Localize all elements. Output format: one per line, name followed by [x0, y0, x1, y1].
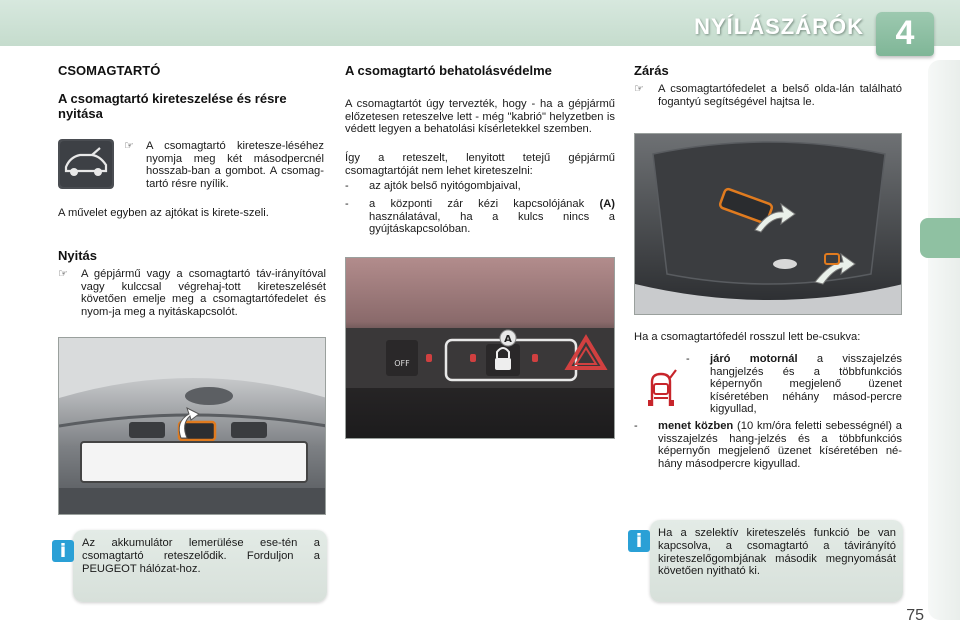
- dash-item-2: - a központi zár kézi kapcsolójának (A) használatával, ha a kulcs nincs a gyújtáskapcsolóban.: [345, 198, 615, 236]
- item-engine-running: - járó motornál a visszajelzés hangjelzés és a többfunkciós képernyőn megjelenő üzenet kíséretében néhány másod-percre kigyullad,: [686, 353, 903, 416]
- item-while-driving: - menet közben (10 km/óra feletti sebességnél) a visszajelzés hang-jelzés és a többfunkciós képernyőn megjelenő üzenet kíséretében né-hány másodpercre kigyullad.: [634, 420, 902, 470]
- page-number: 75: [906, 607, 924, 624]
- central-lock-switch-photo: [345, 257, 615, 439]
- bullet-unlock: ☞ A csomagtartó kiretesze-léséhez nyomja meg két másodpercnél hosszab-ban a gombot. A csomag-tartó résre nyílik.: [124, 140, 324, 190]
- bullet-close: ☞ A csomagtartófedelet a belső olda-lán található fogantyú segítségével hajtsa le.: [634, 83, 902, 108]
- subtitle-unlock: A csomagtartó kireteszelése és résre nyitása: [58, 91, 287, 121]
- trunk-button-icon: [58, 139, 114, 189]
- chapter-tab[interactable]: [876, 12, 934, 56]
- paragraph-locked: Így a reteszelt, lenyitott tetejű gépjármű csomagtartóját nem lehet kireteszelni:: [345, 152, 615, 177]
- trunk-exterior-photo: [58, 337, 326, 515]
- dash-item-1: - az ajtók belső nyitógombjaival,: [345, 180, 521, 192]
- paragraph-doors-unlock: A művelet egyben az ajtókat is kirete-szeli.: [58, 207, 269, 219]
- page-title: NYÍLÁSZÁRÓK: [694, 14, 864, 39]
- paragraph-protection: A csomagtartót úgy tervezték, hogy - ha a gépjármű előzetesen reteszelve lett - még "kabrió" helyzetben is védett legyen a behatolási kísérletekkel szemben.: [345, 98, 615, 136]
- button-a-label: A: [504, 334, 512, 345]
- section-title-open: Nyitás: [58, 248, 98, 263]
- section-title-close: Zárás: [634, 63, 669, 78]
- pointer-icon: ☞: [634, 83, 644, 95]
- side-chapter-tab[interactable]: [920, 218, 960, 258]
- section-title-trunk: CSOMAGTARTÓ: [58, 63, 161, 78]
- bullet-open: ☞ A gépjármű vagy a csomagtartó táv-irányítóval vagy kulccsal végrehaj-tott kireteszelését követően emelje meg a csomagtartófedelet és nyom-ja meg a nyitáskapcsolót.: [58, 268, 326, 318]
- side-strip: [928, 60, 960, 620]
- trunk-open-warning-icon: [640, 368, 682, 410]
- info-text-battery: Az akkumulátor lemerülése ese-tén a csomagtartó reteszelődik. Forduljon a PEUGEOT hálózat-hoz.: [82, 537, 320, 575]
- off-label: OFF: [394, 359, 410, 368]
- pointer-icon: ☞: [58, 268, 68, 280]
- section-title-protection: A csomagtartó behatolásvédelme: [345, 63, 552, 78]
- info-text-selective-unlock: Ha a szelektív kireteszelés funkció be van kapcsolva, a csomagtartó a távirányító kireteszelőgombjának második megnyomását követően nyitható ki.: [658, 527, 896, 578]
- chapter-number: 4: [895, 14, 915, 52]
- pointer-icon: ☞: [124, 140, 134, 152]
- trunk-interior-photo: [634, 133, 902, 315]
- paragraph-badly-closed: Ha a csomagtartófedél rosszul lett be-csukva:: [634, 331, 861, 343]
- info-icon: i: [52, 540, 74, 562]
- info-icon: i: [628, 530, 650, 552]
